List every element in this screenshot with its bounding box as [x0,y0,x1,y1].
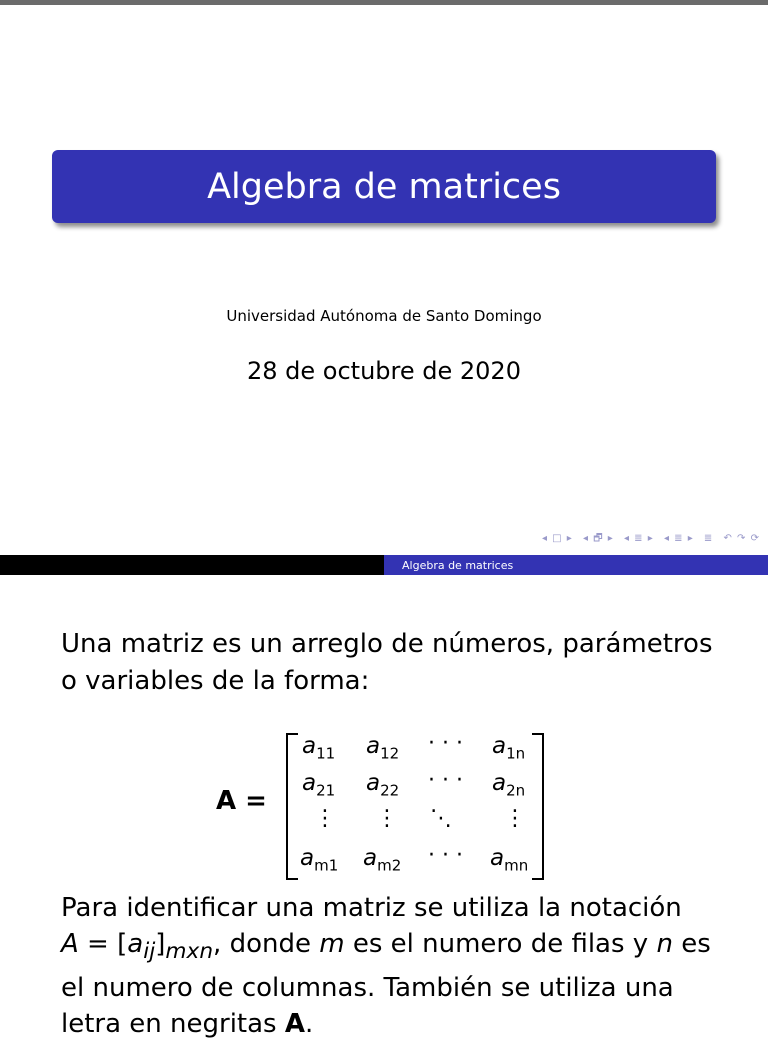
matrix-cell: $a_{2n}$ [492,770,526,800]
beamer-navigation [536,531,760,548]
nav-document-icon[interactable]: ◂ ≣ ▸ [663,533,694,544]
footer-right [384,555,768,575]
nav-search-icon[interactable]: ↶ ↷ ⟳ [723,533,760,544]
matrix-cell: $a_{mn}$ [490,845,529,875]
matrix-ddots: ⋱ [430,806,452,831]
footer-title: Algebra de matrices [402,558,514,572]
matrix-vdots: ⋮ [376,806,398,831]
institution: Universidad Autónoma de Santo Domingo [226,307,542,325]
matrix-lhs: A = [216,786,267,816]
matrix-equation [216,728,556,878]
matrix-cell: $a_{m1}$ [300,845,339,875]
matrix-cdots: · · · [428,768,463,793]
footer-bar [0,555,768,575]
matrix-cell: $a_{22}$ [366,770,400,800]
intro-text: Una matriz es un arreglo de números, parámetros o variables de la forma: [61,629,713,696]
footer-left [0,555,384,575]
matrix-cdots: · · · [428,731,463,756]
left-bracket [286,733,298,880]
nav-frame-icon[interactable]: ◂ □ ▸ [541,533,573,544]
matrix-cell: $a_{11}$ [302,733,336,763]
nav-subsection-icon[interactable]: ◂ 🗗 ▸ [583,533,614,544]
right-bracket [532,733,544,880]
notation-paragraph: Para identificar una matriz se utiliza la notación $A = [a_{ij}]_{mxn}$, donde m es el numero de filas y n es el numero de columnas. También se utiliza una letra en negritas A. [61,893,711,1040]
matrix-cell: $a_{21}$ [302,770,336,800]
matrix-cell: $a_{m2}$ [363,845,402,875]
title-slide [0,5,768,555]
matrix-vdots: ⋮ [314,806,336,831]
slide-title: Algebra de matrices [207,166,561,207]
nav-section-icon[interactable]: ◂ ≣ ▸ [623,533,654,544]
title-box [52,150,716,223]
matrix-cdots: · · · [428,843,463,868]
date: 28 de octubre de 2020 [247,357,521,385]
nav-outline-icon[interactable]: ≣ [703,533,714,544]
matrix-cell: $a_{1n}$ [492,733,526,763]
matrix-cell: $a_{12}$ [366,733,400,763]
matrix-vdots: ⋮ [504,806,526,831]
slide2-content [61,626,721,700]
